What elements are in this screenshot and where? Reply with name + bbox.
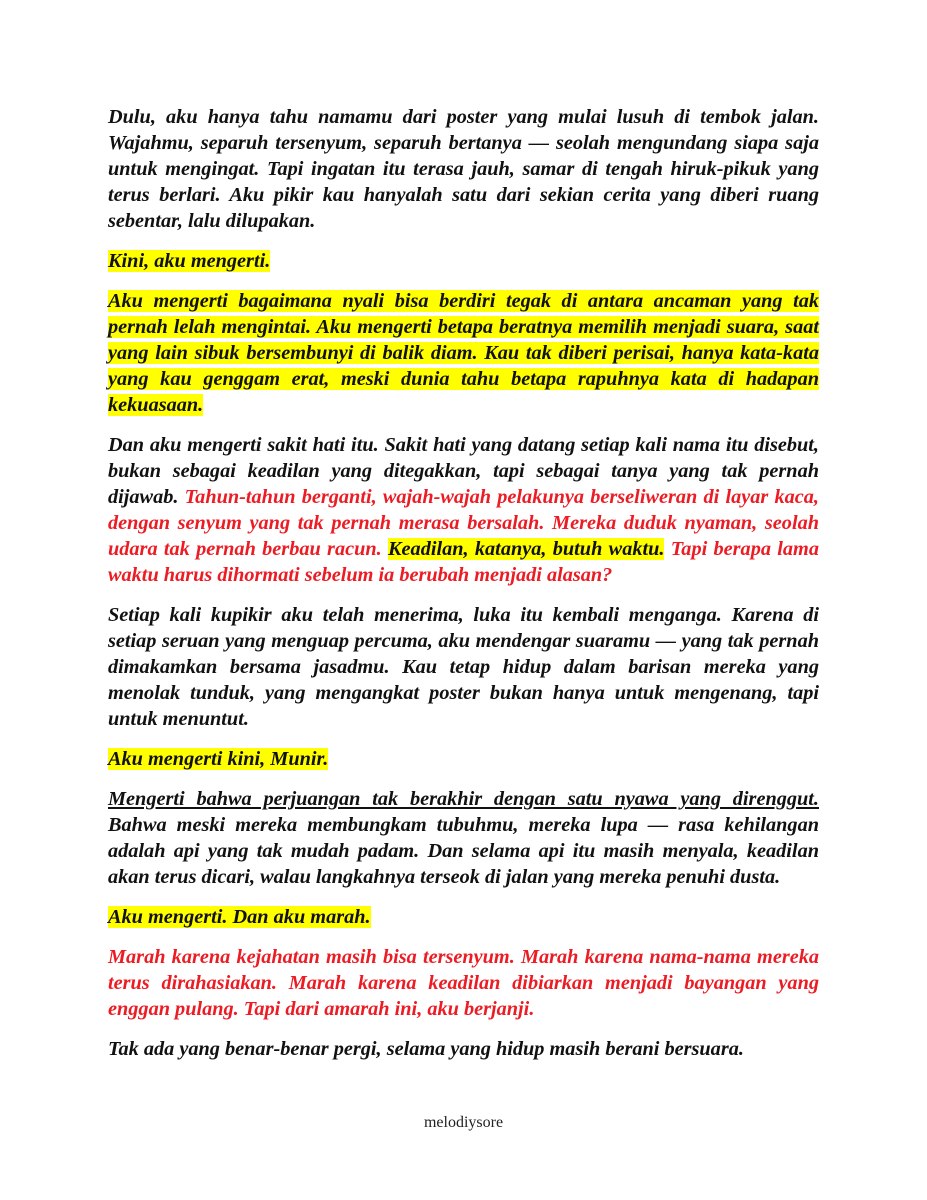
paragraph-8 (108, 904, 819, 930)
highlighted-text: Keadilan, katanya, butuh waktu. (388, 538, 665, 560)
red-text: Tahun-tahun berganti, wajah-wajah pelakunya berseliweran di layar kaca, dengan senyum yang tak pernah merasa bersalah. Mereka duduk nyaman, seolah udara tak pernah berbau racun. (108, 486, 819, 560)
paragraph-10: Tak ada yang benar-benar pergi, selama yang hidup masih berani bersuara. (108, 1038, 744, 1060)
highlighted-text: Kini, aku mengerti. (108, 250, 271, 272)
body-text: Dan aku mengerti sakit hati itu. Sakit hati yang datang setiap kali nama itu disebut, bukan sebagai keadilan yang ditegakkan, tapi sebagai tanya yang tak pernah dijawab. (108, 434, 819, 508)
body-text: Bahwa meski mereka membungkam tubuhmu, mereka lupa — rasa kehilangan adalah api yang tak mudah padam. Dan selama api itu masih menyala, keadilan akan terus dicari, walau langkahnya terseok di jalan yang mereka penuhi dusta. (108, 814, 819, 888)
red-text: Tapi berapa lama waktu harus dihormati sebelum ia berubah menjadi alasan? (108, 538, 819, 586)
paragraph-2 (108, 248, 819, 274)
paragraph-5: Setiap kali kupikir aku telah menerima, luka itu kembali menganga. Karena di setiap seruan yang menguap percuma, aku mendengar suaramu — yang tak pernah dimakamkan bersama jasadmu. Kau tetap hidup dalam barisan mereka yang menolak tunduk, yang mengangkat poster bukan hanya untuk mengenang, tapi untuk menuntut. (108, 604, 819, 730)
paragraph-3 (108, 288, 819, 418)
document-body (108, 104, 819, 1076)
highlighted-text: Aku mengerti. Dan aku marah. (108, 906, 371, 928)
highlighted-text: Aku mengerti bagaimana nyali bisa berdiri tegak di antara ancaman yang tak pernah lelah mengintai. Aku mengerti betapa beratnya memilih menjadi suara, saat yang lain sibuk bersembunyi di balik diam. Kau tak diberi perisai, hanya kata-kata yang kau genggam erat, meski dunia tahu betapa rapuhnya kata di hadapan kekuasaan. (108, 290, 819, 416)
paragraph-4 (108, 432, 819, 588)
paragraph-1: Dulu, aku hanya tahu namamu dari poster yang mulai lusuh di tembok jalan. Wajahmu, separuh tersenyum, separuh bertanya — seolah mengundang siapa saja untuk mengingat. Tapi ingatan itu terasa jauh, samar di tengah hiruk-pikuk yang terus berlari. Aku pikir kau hanyalah satu dari sekian cerita yang diberi ruang sebentar, lalu dilupakan. (108, 106, 819, 232)
underlined-text: Mengerti bahwa perjuangan tak berakhir dengan satu nyawa yang direnggut. (108, 788, 819, 810)
paragraph-6 (108, 746, 819, 772)
paragraph-9: Marah karena kejahatan masih bisa tersenyum. Marah karena nama-nama mereka terus dirahasiakan. Marah karena keadilan dibiarkan menjadi bayangan yang enggan pulang. Tapi dari amarah ini, aku berjanji. (108, 946, 819, 1020)
author-credit: melodiysore (423, 1114, 504, 1131)
paragraph-7 (108, 786, 819, 890)
highlighted-text: Aku mengerti kini, Munir. (108, 748, 329, 770)
